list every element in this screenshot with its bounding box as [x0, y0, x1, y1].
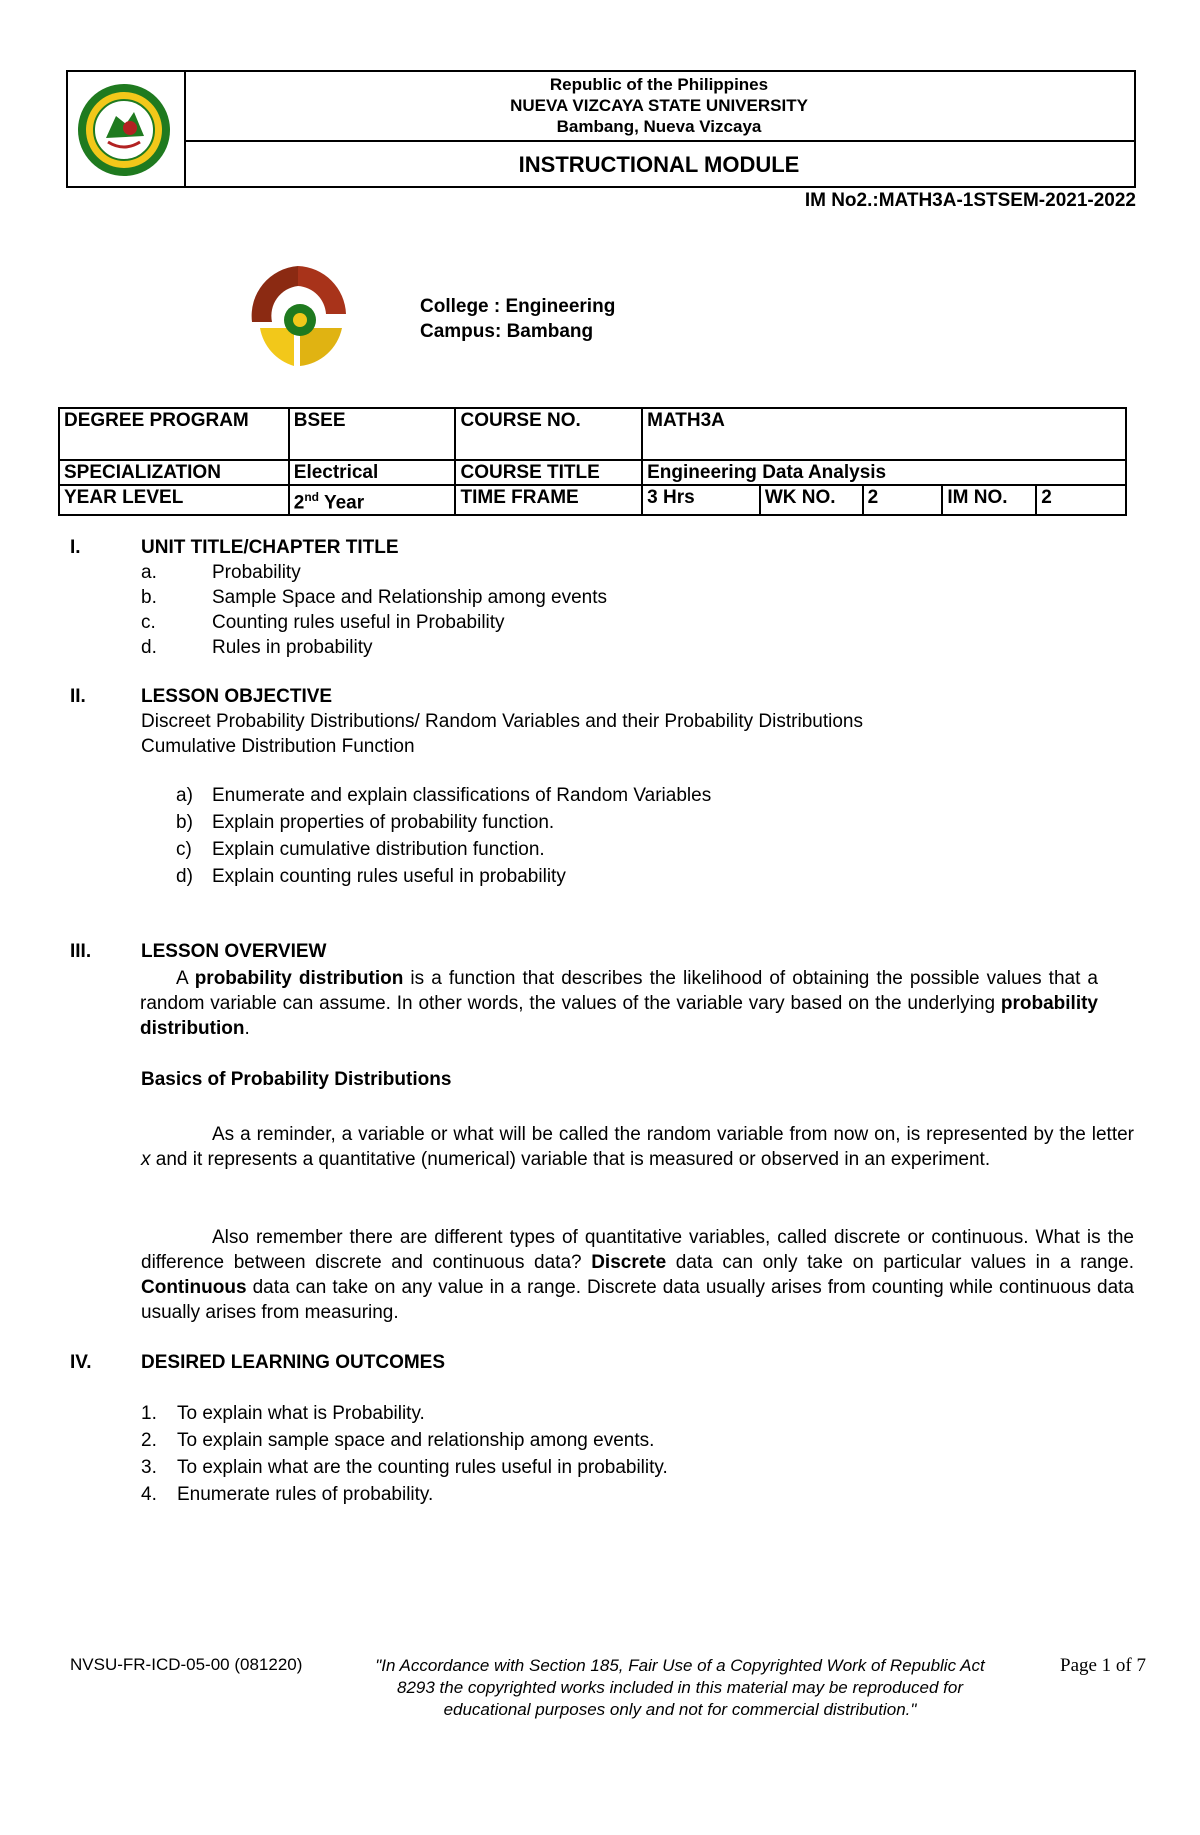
campus-line: Campus: Bambang — [420, 321, 594, 342]
objective-item: Explain properties of probability function. — [212, 812, 555, 833]
outcome-item-mark: 1. — [141, 1403, 157, 1424]
section3-number: III. — [70, 941, 92, 962]
section1-item-mark: c. — [141, 612, 156, 633]
outcome-item-mark: 3. — [141, 1457, 157, 1478]
overview-paragraph: A probability distribution is a function that describes the likelihood of obtaining the possible values that a random variable can assume. In other words, the values of the variable vary based on the underlying probability distribution. — [140, 968, 1098, 1039]
objective-item-mark: a) — [176, 785, 193, 806]
university-name: NUEVA VIZCAYA STATE UNIVERSITY — [510, 96, 808, 115]
page-number: Page 1 of 7 — [1060, 1655, 1147, 1676]
outcome-item-mark: 4. — [141, 1484, 157, 1505]
section1-item-mark: d. — [141, 637, 157, 658]
section1-title: UNIT TITLE/CHAPTER TITLE — [141, 537, 399, 558]
im-no-label: IM NO. — [942, 485, 1036, 515]
outcome-item-mark: 2. — [141, 1430, 157, 1451]
section1-item: Counting rules useful in Probability — [212, 612, 505, 633]
section1-item: Rules in probability — [212, 637, 373, 658]
college-info — [420, 294, 615, 344]
section4-title: DESIRED LEARNING OUTCOMES — [141, 1352, 446, 1373]
objective-item: Enumerate and explain classifications of Random Variables — [212, 785, 712, 806]
specialization-value: Electrical — [289, 460, 456, 485]
basics-subheading: Basics of Probability Distributions — [141, 1069, 452, 1090]
basics-paragraph: As a reminder, a variable or what will be called the random variable from now on, is represented by the letter x and it represents a quantitative (numerical) variable that is measured or observed in an experiment. — [141, 1124, 1134, 1170]
objective-item-mark: d) — [176, 866, 193, 887]
section2-number: II. — [70, 686, 86, 707]
specialization-label: SPECIALIZATION — [59, 460, 289, 485]
course-no-label: COURSE NO. — [455, 408, 642, 460]
degree-program-value: BSEE — [289, 408, 456, 460]
section3-title: LESSON OVERVIEW — [141, 941, 327, 962]
objective-item-mark: b) — [176, 812, 193, 833]
section1-item-mark: b. — [141, 587, 157, 608]
objective-item: Explain cumulative distribution function. — [212, 839, 545, 860]
section1-item: Probability — [212, 562, 301, 583]
university-seal-cell — [68, 72, 186, 186]
outcome-item: Enumerate rules of probability. — [177, 1484, 434, 1505]
degree-program-label: DEGREE PROGRAM — [59, 408, 289, 460]
section2-title: LESSON OBJECTIVE — [141, 686, 333, 707]
course-title-value: Engineering Data Analysis — [642, 460, 1126, 485]
discrete-continuous-paragraph: Also remember there are different types of quantitative variables, called discrete or continuous. What is the difference between discrete and continuous data? Discrete data can only take on particular values in a range. Continuous data can take on any value in a range. Discrete data usually arises from counting while continuous data usually arises from measuring. — [141, 1227, 1134, 1323]
year-level-label: YEAR LEVEL — [59, 485, 289, 515]
objective-item-mark: c) — [176, 839, 192, 860]
year-level-value: 2nd Year — [289, 485, 456, 515]
time-frame-value: 3 Hrs — [642, 485, 760, 515]
objective-line: Cumulative Distribution Function — [141, 736, 415, 757]
outcome-item: To explain sample space and relationship among events. — [177, 1430, 655, 1451]
university-location: Bambang, Nueva Vizcaya — [556, 117, 762, 136]
copyright-note: "In Accordance with Section 185, Fair Use of a Copyrighted Work of Republic Act 8293 the copyrighted works included in this material may be reproduced for educational purposes only and not for commercial distribution." — [375, 1656, 985, 1719]
course-title-label: COURSE TITLE — [455, 460, 642, 485]
section4-number: IV. — [70, 1352, 92, 1373]
wk-no-label: WK NO. — [760, 485, 863, 515]
objective-line: Discreet Probability Distributions/ Random Variables and their Probability Distributions — [141, 711, 863, 732]
header-text — [184, 72, 1134, 142]
section1-number: I. — [70, 537, 81, 558]
section1-item: Sample Space and Relationship among events — [212, 587, 608, 608]
course-no-value: MATH3A — [642, 408, 1126, 460]
im-no-value: 2 — [1036, 485, 1126, 515]
college-line: College : Engineering — [420, 296, 616, 317]
engineering-college-logo-icon — [238, 258, 358, 374]
im-number: IM No2.:MATH3A-1STSEM-2021-2022 — [804, 190, 1136, 211]
module-title: INSTRUCTIONAL MODULE — [518, 152, 800, 177]
republic-line: Republic of the Philippines — [549, 75, 769, 94]
wk-no-value: 2 — [863, 485, 943, 515]
module-header — [66, 70, 1136, 188]
course-info-table — [58, 407, 1127, 516]
section1-item-mark: a. — [141, 562, 157, 583]
objective-item: Explain counting rules useful in probability — [212, 866, 566, 887]
outcome-item: To explain what is Probability. — [177, 1403, 425, 1424]
outcome-item: To explain what are the counting rules useful in probability. — [177, 1457, 668, 1478]
form-code: NVSU-FR-ICD-05-00 (081220) — [70, 1655, 303, 1674]
university-seal-icon — [68, 72, 184, 188]
time-frame-label: TIME FRAME — [455, 485, 642, 515]
